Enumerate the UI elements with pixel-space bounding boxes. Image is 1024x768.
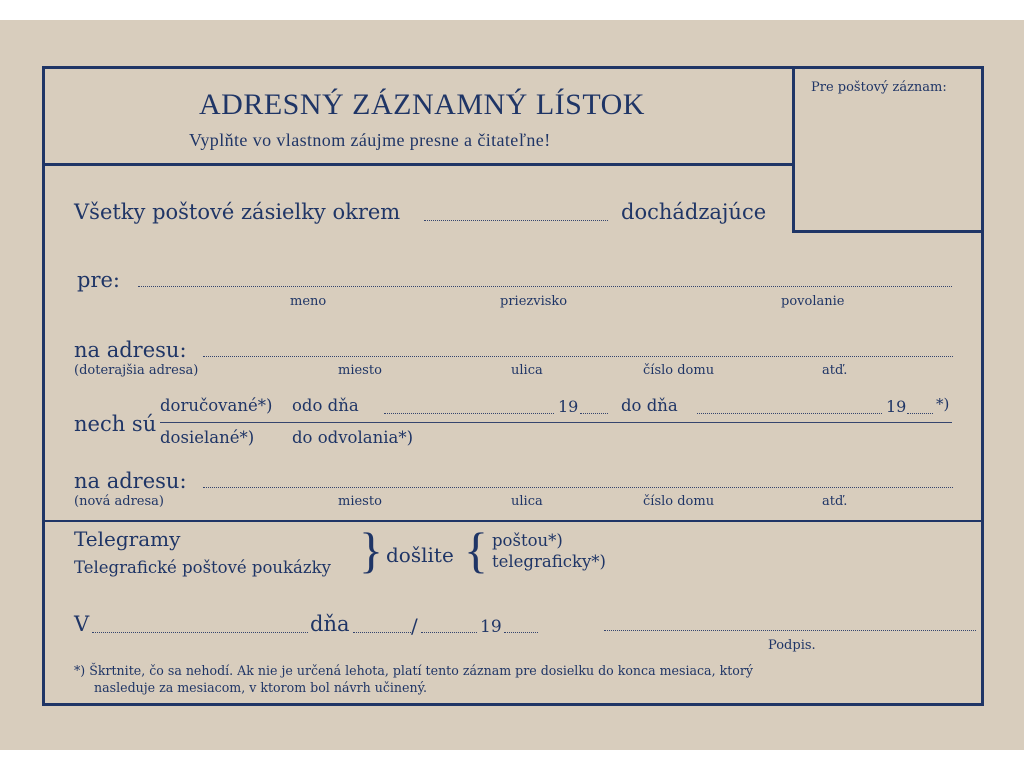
odo-dna-label: odo dňa: [292, 396, 359, 415]
except-field[interactable]: [424, 220, 608, 221]
address-record-card: [0, 20, 1024, 750]
row4-underline: [160, 422, 952, 423]
new-address-label: na adresu:: [74, 469, 187, 493]
left-brace: {: [464, 522, 488, 578]
year-field[interactable]: [504, 632, 538, 633]
label-miesto-2: miesto: [338, 494, 382, 509]
label-meno: meno: [290, 294, 327, 309]
header-divider: [42, 163, 794, 166]
telegram-divider: [45, 520, 981, 522]
delivered-option: doručované*): [160, 396, 273, 415]
signature-field[interactable]: [604, 630, 976, 631]
telegraphic-orders-label: Telegrafické poštové poukázky: [74, 558, 331, 577]
label-atd-2: atď.: [822, 494, 848, 509]
from-date-field[interactable]: [384, 413, 554, 414]
until-revocation: do odvolania*): [292, 428, 414, 447]
place-field[interactable]: [92, 632, 308, 633]
old-address-label: na adresu:: [74, 338, 187, 362]
label-priezvisko: priezvisko: [500, 294, 568, 309]
new-address-note: (nová adresa): [74, 494, 164, 509]
month-field[interactable]: [421, 632, 477, 633]
forwarded-option: dosielané*): [160, 428, 255, 447]
recipient-field[interactable]: [138, 286, 952, 287]
row1-prefix: Všetky poštové zásielky okrem: [74, 200, 401, 224]
by-post-option: poštou*): [492, 531, 563, 550]
form-subtitle: Vyplňte vo vlastnom záujme presne a čitateľne!: [189, 130, 551, 150]
row1-suffix: dochádzajúce: [621, 200, 767, 224]
postal-record-label: Pre poštový záznam:: [811, 80, 947, 95]
frame-bottom: [42, 703, 984, 706]
date-label: dňa: [310, 612, 350, 636]
postal-box-left: [792, 66, 795, 233]
year-prefix-2: 19: [886, 397, 907, 416]
label-povolanie: povolanie: [781, 294, 845, 309]
row4-end-mark: *): [936, 395, 950, 413]
old-address-field[interactable]: [203, 356, 953, 357]
old-address-note: (doterajšia adresa): [74, 363, 199, 378]
do-dna-label: do dňa: [621, 396, 678, 415]
frame-right: [981, 66, 984, 706]
label-ulica-2: ulica: [511, 494, 543, 509]
label-miesto-1: miesto: [338, 363, 382, 378]
telegrams-label: Telegramy: [74, 527, 181, 551]
label-atd-1: atď.: [822, 363, 848, 378]
year-prefix-footer: 19: [480, 617, 502, 637]
new-address-field[interactable]: [203, 487, 953, 488]
frame-top: [42, 66, 984, 69]
year-prefix-1: 19: [558, 397, 579, 416]
to-year-field[interactable]: [907, 413, 933, 414]
footnote-line1: *) Škrtnite, čo sa nehodí. Ak nie je určená lehota, platí tento záznam pre dosielku do konca mesiaca, ktorý: [74, 663, 753, 678]
to-date-field[interactable]: [697, 413, 882, 414]
doslite-label: došlite: [386, 543, 454, 567]
label-ulica-1: ulica: [511, 363, 543, 378]
form-title: ADRESNÝ ZÁZNAMNÝ LÍSTOK: [199, 88, 645, 121]
right-brace: }: [359, 522, 383, 578]
by-telegraph-option: telegraficky*): [492, 552, 606, 571]
postal-box-bottom: [792, 230, 984, 233]
date-slash: /: [411, 614, 418, 638]
day-field[interactable]: [353, 632, 411, 633]
frame-left: [42, 66, 45, 706]
label-cislo-1: číslo domu: [643, 363, 715, 378]
label-cislo-2: číslo domu: [643, 494, 715, 509]
nech-su-label: nech sú: [74, 412, 157, 436]
place-label: V: [74, 612, 90, 636]
pre-label: pre:: [77, 268, 120, 292]
from-year-field[interactable]: [580, 413, 608, 414]
footnote-line2: nasleduje za mesiacom, v ktorom bol návrh učinený.: [94, 680, 428, 695]
signature-label: Podpis.: [768, 638, 816, 653]
